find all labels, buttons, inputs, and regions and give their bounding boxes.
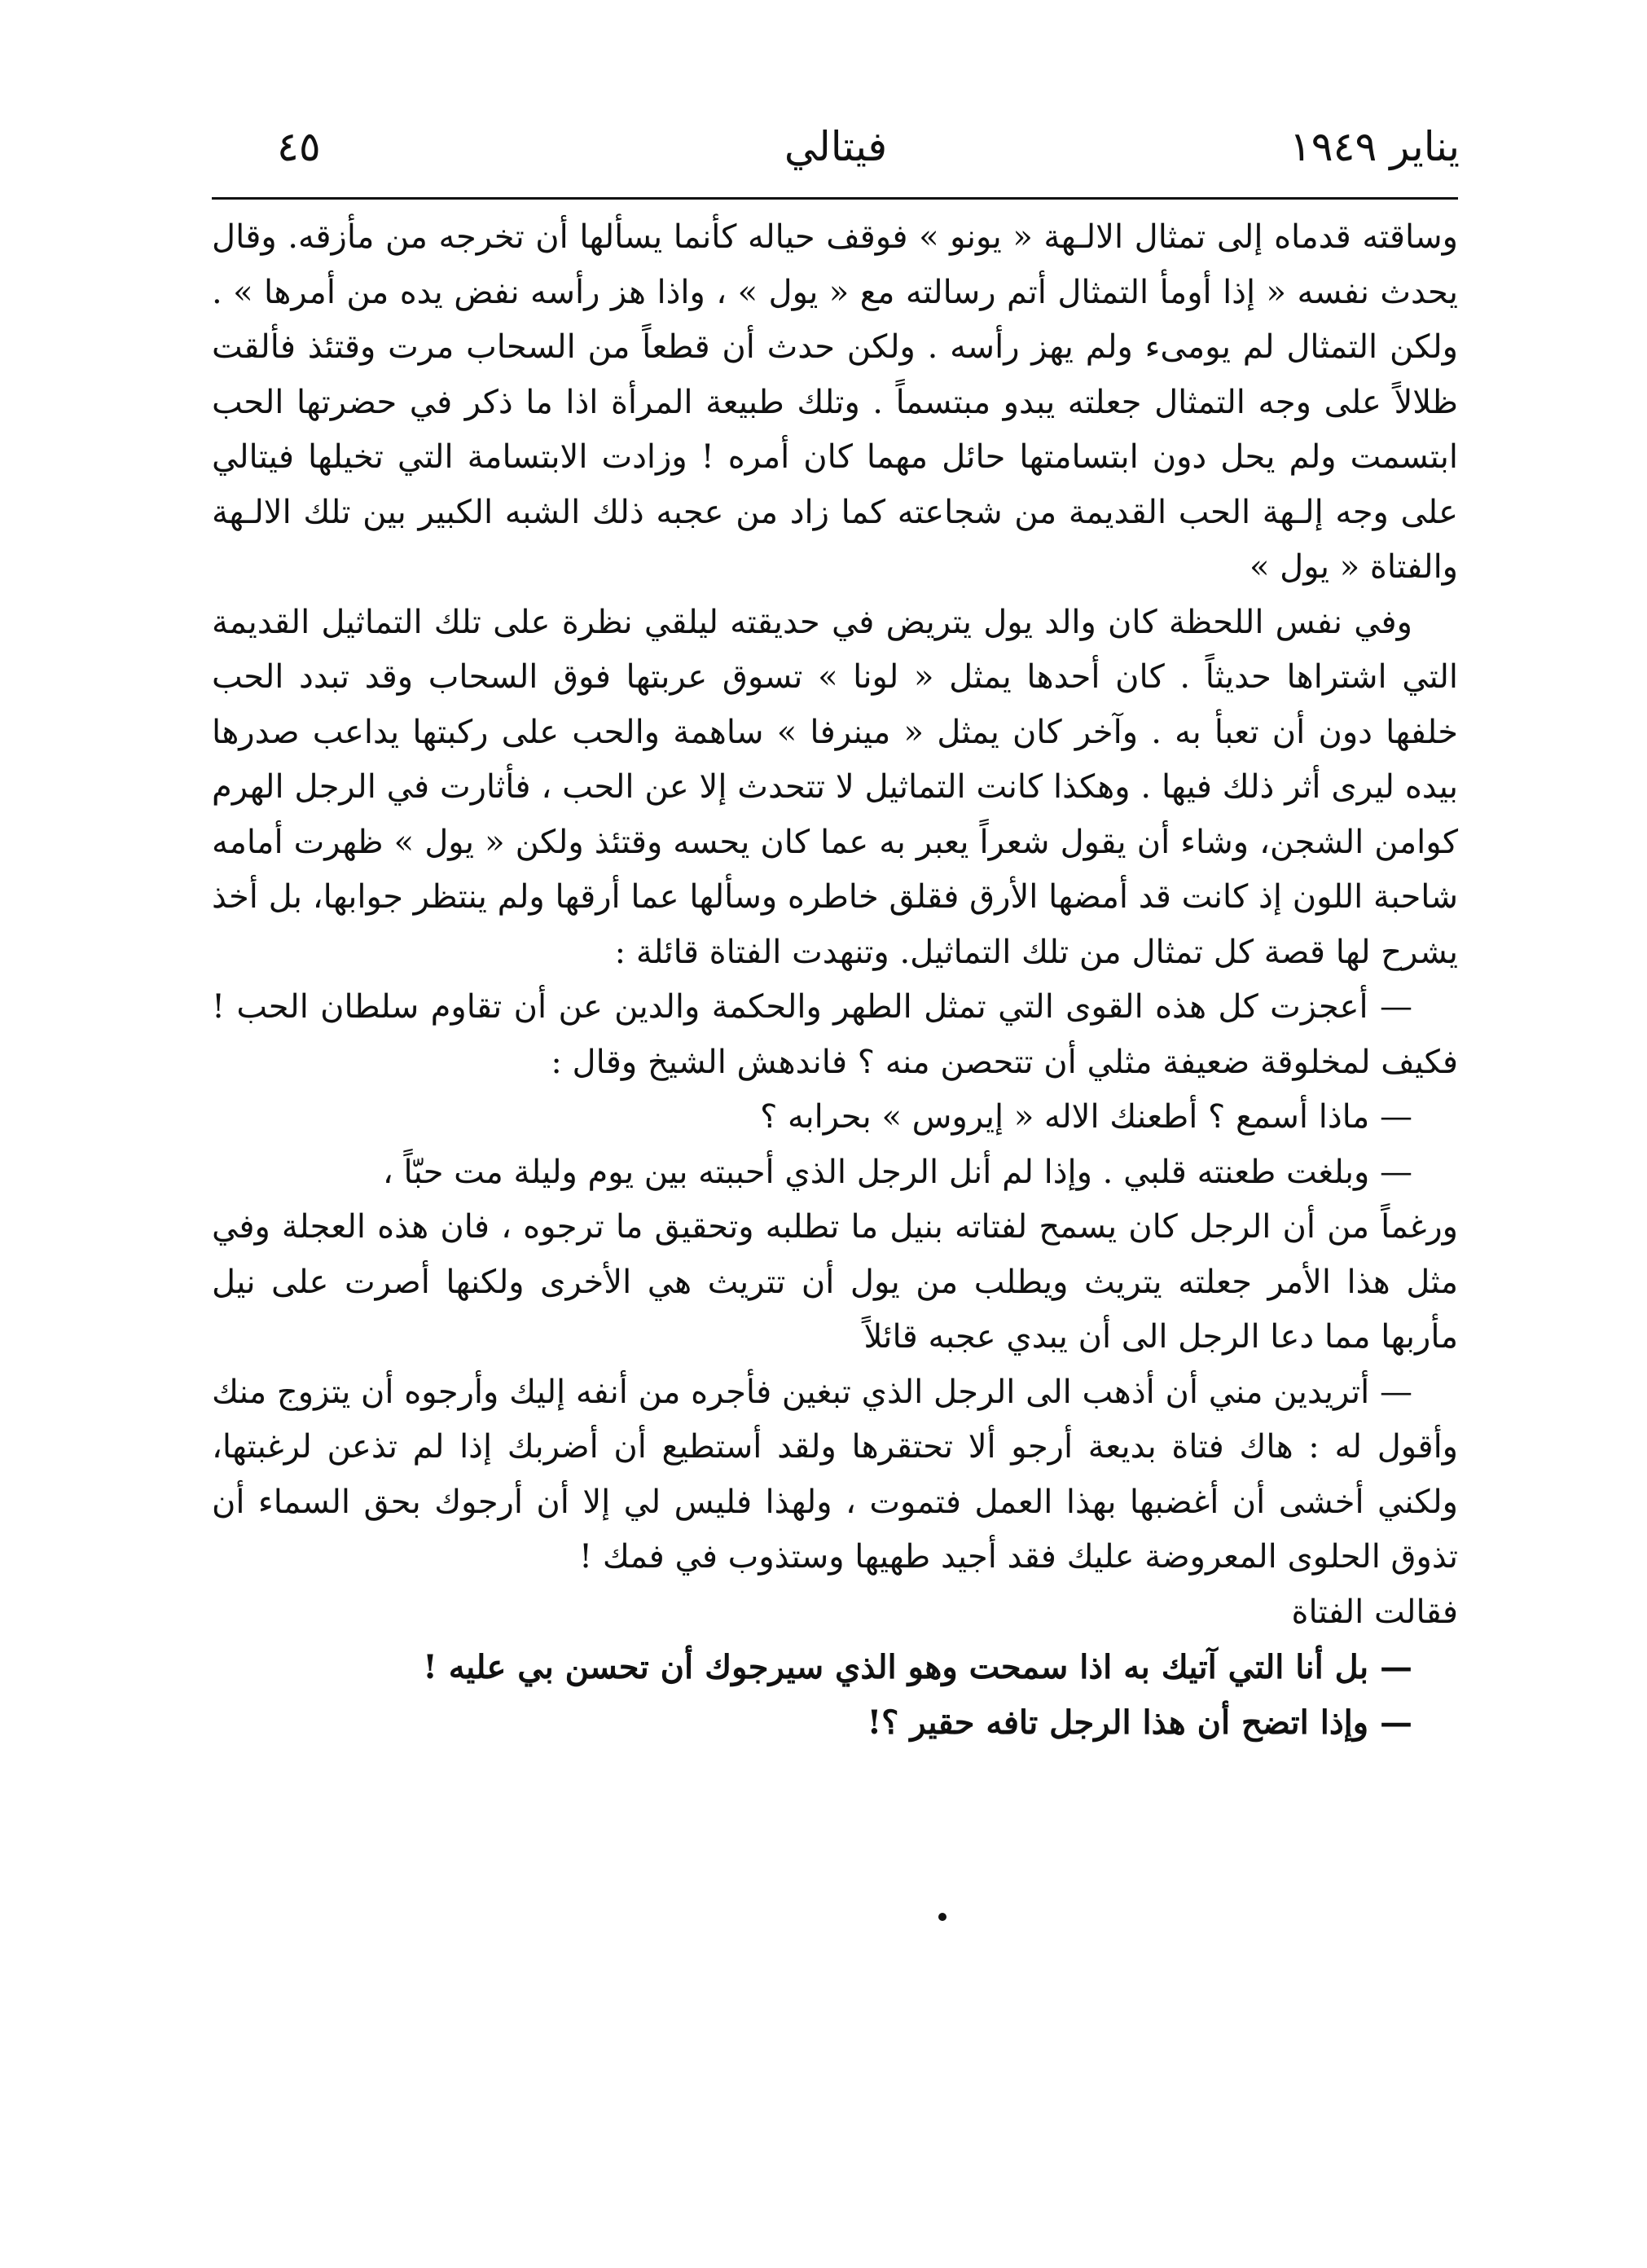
paragraph: فقالت الفتاة bbox=[1291, 1593, 1458, 1631]
header-title: فيتالي bbox=[784, 123, 888, 170]
ink-speck bbox=[938, 1913, 946, 1921]
header-divider bbox=[212, 197, 1458, 200]
dialogue-line: — ماذا أسمع ؟ أطعنك الاله « إيروس » بحرابه ؟ bbox=[760, 1098, 1412, 1136]
paragraph: ورغماً من أن الرجل كان يسمح لفتاته بنيل ما تطلبه وتحقيق ما ترجوه ، فان هذه العجلة وفي مثل هذا الأمر جعلته يتريث ويطلب من يول أن تتريث هي الأخرى ولكنها أصرت على نيل مأربها مما دعا الرجل الى أن يبدي عجبه قائلاً bbox=[212, 1208, 1458, 1356]
paragraph: وفي نفس اللحظة كان والد يول يتريض في حديقته ليلقي نظرة على تلك التماثيل القديمة التي اشتراها حديثاً . كان أحدها يمثل « لونا » تسوق عربتها فوق السحاب وقد تبدد الحب خلفها دون أن تعبأ به . وآخر كان يمثل « مينرفا » ساهمة والحب على ركبتها يداعب صدرها بيده ليرى أثر ذلك فيها . وهكذا كانت التماثيل لا تتحدث إلا عن الحب ، فأثارت في الرجل الهرم كوامن الشجن، وشاء أن يقول شعراً يعبر به عما كان يحسه وقتئذ ولكن « يول » ظهرت أمامه شاحبة اللون إذ كانت قد أمضها الأرق فقلق خاطره وسألها عما أرقها ولم ينتظر جوابها، بل أخذ يشرح لها قصة كل تمثال من تلك التماثيل. وتنهدت الفتاة قائلة : bbox=[212, 603, 1459, 971]
dialogue-line: — وإذا اتضح أن هذا الرجل تافه حقير ؟! bbox=[867, 1703, 1412, 1742]
running-header bbox=[212, 114, 1460, 179]
dialogue-line: — بل أنا التي آتيك به اذا سمحت وهو الذي سيرجوك أن تحسن بي عليه ! bbox=[423, 1648, 1412, 1686]
dialogue-line: — وبلغت طعنته قلبي . وإذا لم أنل الرجل الذي أحببته بين يوم وليلة مت حبّاً ، bbox=[382, 1153, 1412, 1191]
dialogue-paragraph: — أتريدين مني أن أذهب الى الرجل الذي تبغين فأجره من أنفه إليك وأرجوه أن يتزوج منك وأقول له : هاك فتاة بديعة أرجو ألا تحتقرها ولقد أستطيع أن أضربك إذا لم تذعن لرغبتها، ولكني أخشى أن أغضبها بهذا العمل فتموت ، ولهذا فليس لي إلا أن أرجوك بحق السماء أن تذوق الحلوى المعروضة عليك فقد أجيد طهيها وستذوب في فمك ! bbox=[212, 1373, 1458, 1576]
body-text bbox=[212, 210, 1458, 1750]
header-date: يناير ١٩٤٩ bbox=[1289, 123, 1460, 170]
paragraph: وساقته قدماه إلى تمثال الالـهة « يونو » فوقف حياله كأنما يسألها أن تخرجه من مأزقه. وقال يحدث نفسه « إذا أومأ التمثال أتم رسالته مع « يول » ، واذا هز رأسه نفض يده من أمرها » . ولكن التمثال لم يومىء ولم يهز رأسه . ولكن حدث أن قطعاً من السحاب مرت وقتئذ فألقت ظلالاً على وجه التمثال جعلته يبدو مبتسماً . وتلك طبيعة المرأة اذا ما ذكر في حضرتها الحب ابتسمت ولم يحل دون ابتسامتها حائل مهما كان أمره ! وزادت الابتسامة التي تخيلها فيتالي على وجه إلـهة الحب القديمة من شجاعته كما زاد من عجبه ذلك الشبه الكبير بين تلك الالـهة والفتاة « يول » bbox=[212, 218, 1458, 586]
page-number: ٤٥ bbox=[277, 123, 321, 170]
dialogue-paragraph: — أعجزت كل هذه القوى التي تمثل الطهر والحكمة والدين عن أن تقاوم سلطان الحب ! فكيف لمخلوقة ضعيفة مثلي أن تتحصن منه ؟ فاندهش الشيخ وقال : bbox=[212, 988, 1458, 1081]
